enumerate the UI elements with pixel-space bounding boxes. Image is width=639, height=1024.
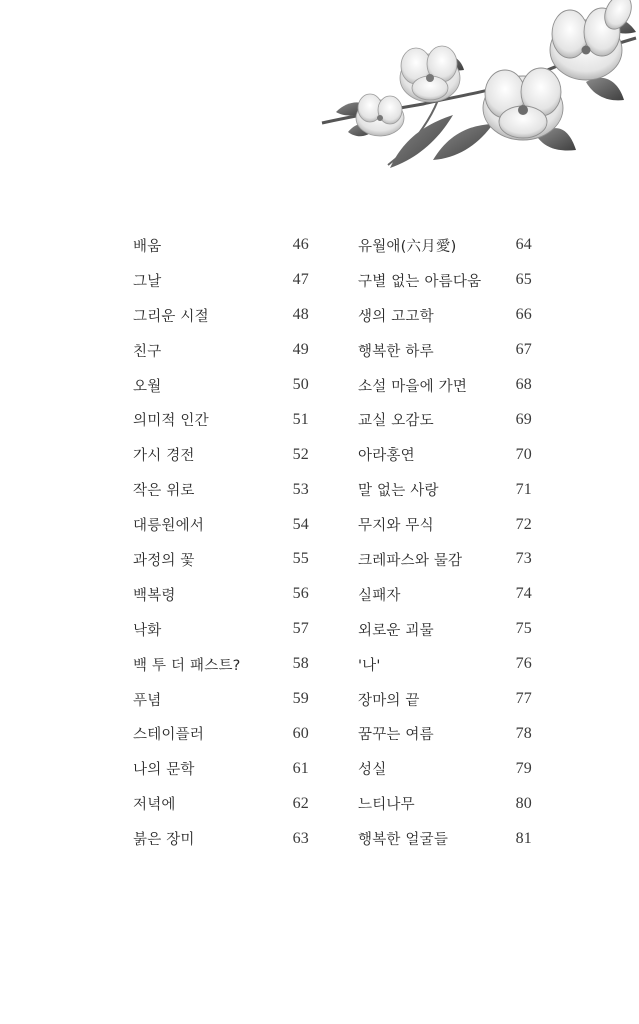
toc-entry-title: 유월애(六月愛) <box>358 238 457 255</box>
toc-entry-page-number: 71 <box>515 480 532 498</box>
toc-left-column <box>133 228 309 856</box>
toc-entry-title: 교실 오감도 <box>358 413 434 430</box>
toc-entry <box>133 437 309 472</box>
toc-entry-page-number: 79 <box>515 759 532 777</box>
toc-entry-page-number: 61 <box>292 759 309 777</box>
toc-entry <box>358 786 532 821</box>
toc-entry-title: '나' <box>358 657 381 674</box>
toc-entry-page-number: 63 <box>292 829 309 847</box>
toc-entry <box>133 821 309 856</box>
toc-entry-page-number: 51 <box>292 410 309 428</box>
toc-entry-title: 구별 없는 아름다움 <box>358 273 482 290</box>
toc-entry-title: 대릉원에서 <box>133 518 205 535</box>
toc-entry <box>133 716 309 751</box>
toc-entry-title: 낙화 <box>133 622 162 639</box>
toc-entry-page-number: 52 <box>292 445 309 463</box>
toc-entry <box>133 647 309 682</box>
toc-entry <box>133 263 309 298</box>
toc-entry-title: 생의 고고학 <box>358 308 434 325</box>
toc-entry-page-number: 68 <box>515 376 532 393</box>
toc-entry-page-number: 47 <box>292 271 309 289</box>
toc-entry-title: 아라홍연 <box>358 448 415 465</box>
toc-entry-title: 행복한 얼굴들 <box>358 832 449 849</box>
toc-entry-title: 말 없는 사랑 <box>358 483 439 500</box>
toc-entry-page-number: 59 <box>292 690 309 708</box>
toc-entry-page-number: 56 <box>292 585 309 603</box>
toc-entry-title: 백복령 <box>133 587 176 604</box>
toc-entry-page-number: 72 <box>515 515 532 533</box>
toc-entry <box>358 298 532 333</box>
toc-entry <box>358 682 532 717</box>
toc-entry <box>358 751 532 786</box>
toc-entry-title: 그날 <box>133 273 162 290</box>
toc-entry <box>358 612 532 647</box>
toc-entry-page-number: 64 <box>515 236 532 254</box>
toc-entry-page-number: 49 <box>292 341 309 359</box>
toc-entry <box>133 402 309 437</box>
toc-entry <box>358 472 532 507</box>
toc-entry-page-number: 53 <box>292 480 309 498</box>
toc-entry-title: 외로운 괴물 <box>358 622 434 639</box>
toc-entry <box>358 507 532 542</box>
toc-entry-title: 느티나무 <box>358 797 415 814</box>
toc-entry-title: 가시 경전 <box>133 448 195 465</box>
toc-entry <box>133 507 309 542</box>
toc-entry-page-number: 73 <box>515 550 532 568</box>
toc-entry <box>358 368 532 403</box>
toc-entry-title: 무지와 무식 <box>358 518 434 535</box>
toc-entry <box>133 472 309 507</box>
toc-entry-title: 저녁에 <box>133 797 176 814</box>
toc-entry <box>133 298 309 333</box>
toc-entry-page-number: 54 <box>292 515 309 533</box>
toc-entry-page-number: 80 <box>515 794 532 812</box>
toc-entry-title: 푸념 <box>133 692 162 709</box>
toc-entry-page-number: 67 <box>515 341 532 359</box>
toc-entry-title: 작은 위로 <box>133 483 195 500</box>
toc-entry-page-number: 78 <box>515 724 532 742</box>
toc-entry <box>358 437 532 472</box>
toc-entry-page-number: 46 <box>292 236 309 254</box>
toc-entry-page-number: 60 <box>292 724 309 742</box>
toc-entry-title: 성실 <box>358 762 387 779</box>
toc-entry <box>358 716 532 751</box>
toc-entry <box>133 751 309 786</box>
toc-entry-page-number: 77 <box>515 690 532 708</box>
toc-entry-page-number: 48 <box>292 306 309 324</box>
toc-entry-title: 나의 문학 <box>133 762 195 779</box>
toc-entry-page-number: 57 <box>292 620 309 638</box>
toc-entry-title: 붉은 장미 <box>133 832 195 849</box>
toc-entry-title: 과정의 꽃 <box>133 552 195 569</box>
toc-right-column <box>358 228 532 856</box>
toc-entry-page-number: 55 <box>292 550 309 568</box>
toc-entry-page-number: 69 <box>515 410 532 428</box>
toc-entry <box>133 542 309 577</box>
toc-entry <box>358 228 532 263</box>
toc-entry-page-number: 75 <box>515 620 532 638</box>
toc-entry <box>358 542 532 577</box>
toc-entry-page-number: 62 <box>292 794 309 812</box>
toc-entry-title: 소설 마을에 가면 <box>358 378 468 395</box>
magnolia-flowers-illustration <box>318 0 639 175</box>
toc-entry-title: 오월 <box>133 378 162 395</box>
toc-entry-title: 백 투 더 패스트? <box>133 657 241 674</box>
toc-entry-title: 실패자 <box>358 587 401 604</box>
toc-entry <box>133 333 309 368</box>
toc-entry-page-number: 65 <box>515 271 532 289</box>
toc-entry-page-number: 74 <box>515 585 532 603</box>
toc-entry-page-number: 76 <box>515 655 532 673</box>
toc-entry-page-number: 70 <box>515 445 532 463</box>
toc-entry <box>133 612 309 647</box>
toc-entry <box>358 821 532 856</box>
toc-entry-title: 장마의 끝 <box>358 692 420 709</box>
toc-entry-title: 그리운 시절 <box>133 308 209 325</box>
toc-entry <box>133 577 309 612</box>
toc-entry <box>358 577 532 612</box>
toc-entry-title: 의미적 인간 <box>133 413 209 430</box>
toc-entry-page-number: 66 <box>515 306 532 324</box>
toc-entry <box>133 368 309 403</box>
toc-entry <box>133 786 309 821</box>
toc-entry <box>358 647 532 682</box>
toc-entry <box>358 402 532 437</box>
toc-entry-title: 크레파스와 물감 <box>358 552 463 569</box>
toc-entry-page-number: 58 <box>292 655 309 673</box>
toc-entry-title: 친구 <box>133 343 162 360</box>
toc-entry-title: 배움 <box>133 238 162 255</box>
toc-entry <box>133 228 309 263</box>
toc-entry <box>358 263 532 298</box>
toc-entry <box>133 682 309 717</box>
toc-entry-page-number: 50 <box>292 376 309 393</box>
toc-entry-title: 꿈꾸는 여름 <box>358 727 434 744</box>
toc-entry <box>358 333 532 368</box>
toc-entry-title: 행복한 하루 <box>358 343 434 360</box>
toc-entry-title: 스테이플러 <box>133 727 205 744</box>
toc-entry-page-number: 81 <box>515 829 532 847</box>
